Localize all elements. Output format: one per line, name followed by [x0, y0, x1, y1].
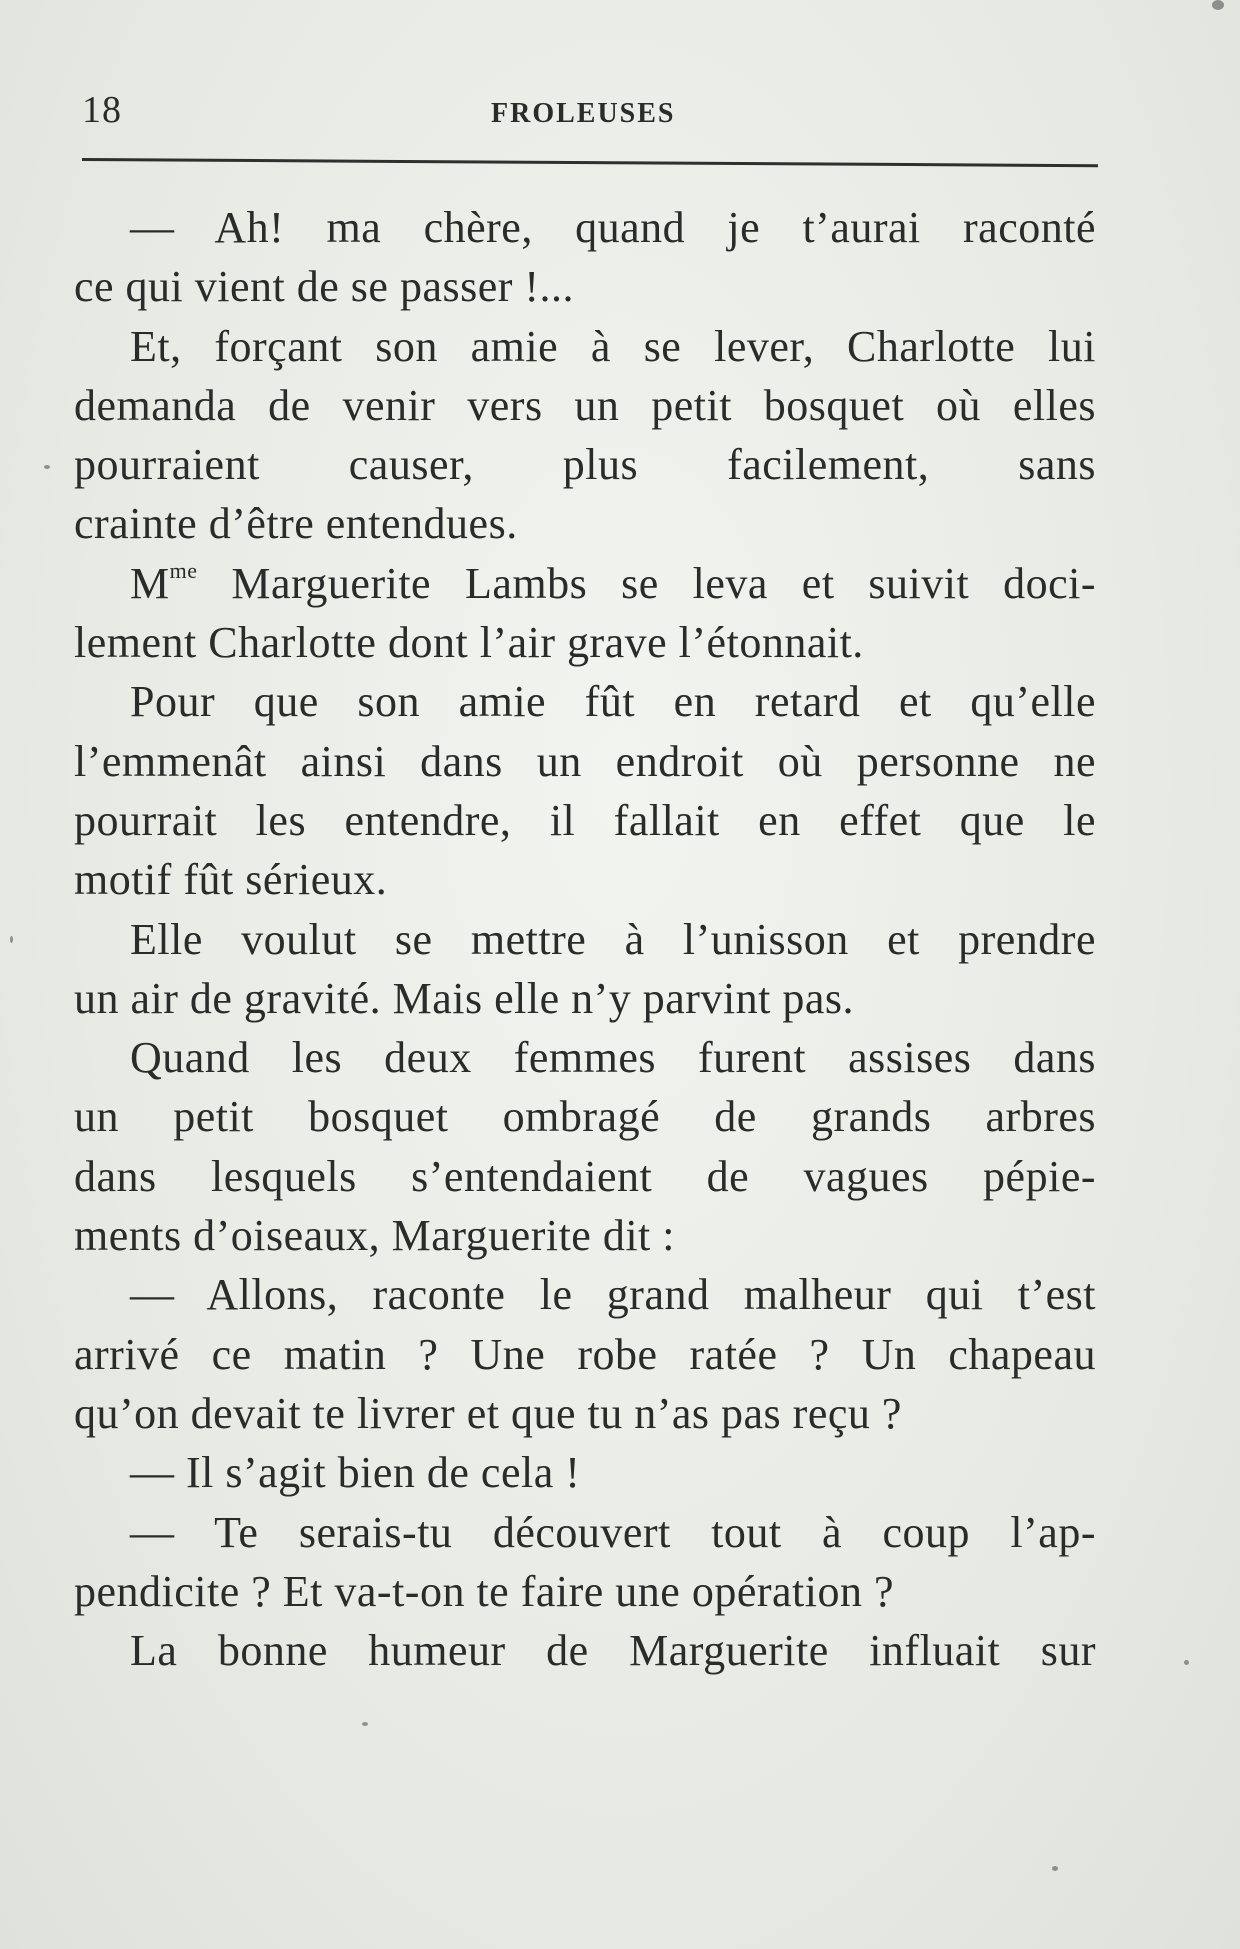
text-line: demanda de venir vers un petit bosquet où elles: [74, 380, 1096, 430]
body-text: [74, 198, 1096, 1680]
text-line: motif fût sérieux.: [74, 855, 388, 905]
paper-speck: [1212, 0, 1224, 10]
paper-speck: [1052, 1866, 1058, 1871]
text-line: La bonne humeur de Marguerite influait sur: [130, 1626, 1096, 1676]
mme-superscript: me: [169, 557, 198, 583]
text-line: pourraient causer, plus facilement, sans: [74, 440, 1096, 490]
text-line: Elle voulut se mettre à l’unisson et prendre: [130, 914, 1096, 964]
text-line: dans lesquels s’entendaient de vagues pépie-: [74, 1151, 1096, 1201]
text-line: — Ah! ma chère, quand je t’aurai raconté: [130, 203, 1096, 252]
text-line: — Il s’agit bien de cela !: [130, 1448, 581, 1498]
text-line: qu’on devait te livrer et que tu n’as pas reçu ?: [74, 1388, 902, 1438]
text-line: ce qui vient de se passer !...: [74, 262, 575, 312]
text-line: Et, forçant son amie à se lever, Charlotte lui: [130, 321, 1096, 371]
mme-prefix: M: [130, 558, 170, 608]
text-line: crainte d’être entendues.: [74, 499, 518, 549]
text-line: ments d’oiseaux, Marguerite dit :: [74, 1211, 676, 1261]
header-rule: [82, 158, 1098, 167]
paper-speck: [10, 936, 13, 943]
page-header: [78, 88, 1098, 138]
text-line: un air de gravité. Mais elle n’y parvint pas.: [74, 973, 855, 1023]
text-line: pendicite ? Et va-t-on te faire une opération ?: [74, 1566, 895, 1616]
page-number: 18: [82, 89, 122, 131]
text-line: l’emmenât ainsi dans un endroit où personne ne: [74, 736, 1096, 786]
paper-speck: [1184, 1660, 1189, 1665]
paper-speck: [362, 1722, 368, 1726]
text-line: un petit bosquet ombragé de grands arbres: [74, 1092, 1096, 1142]
text-line-rest: Marguerite Lambs se leva et suivit doci-: [231, 558, 1096, 608]
paper-speck: [44, 465, 50, 469]
text-line: arrivé ce matin ? Une robe ratée ? Un chapeau: [74, 1329, 1096, 1379]
text-line: Pour que son amie fût en retard et qu’elle: [130, 677, 1096, 727]
text-line: Quand les deux femmes furent assises dans: [130, 1033, 1096, 1083]
text-line: — Allons, raconte le grand malheur qui t’est: [130, 1270, 1096, 1320]
text-line: lement Charlotte dont l’air grave l’étonnait.: [74, 618, 864, 668]
text-line: pourrait les entendre, il fallait en effet que le: [74, 795, 1096, 845]
text-line: [74, 554, 1096, 613]
running-title: FROLEUSES: [491, 98, 676, 129]
text-line: — Te serais-tu découvert tout à coup l’ap-: [130, 1507, 1096, 1557]
